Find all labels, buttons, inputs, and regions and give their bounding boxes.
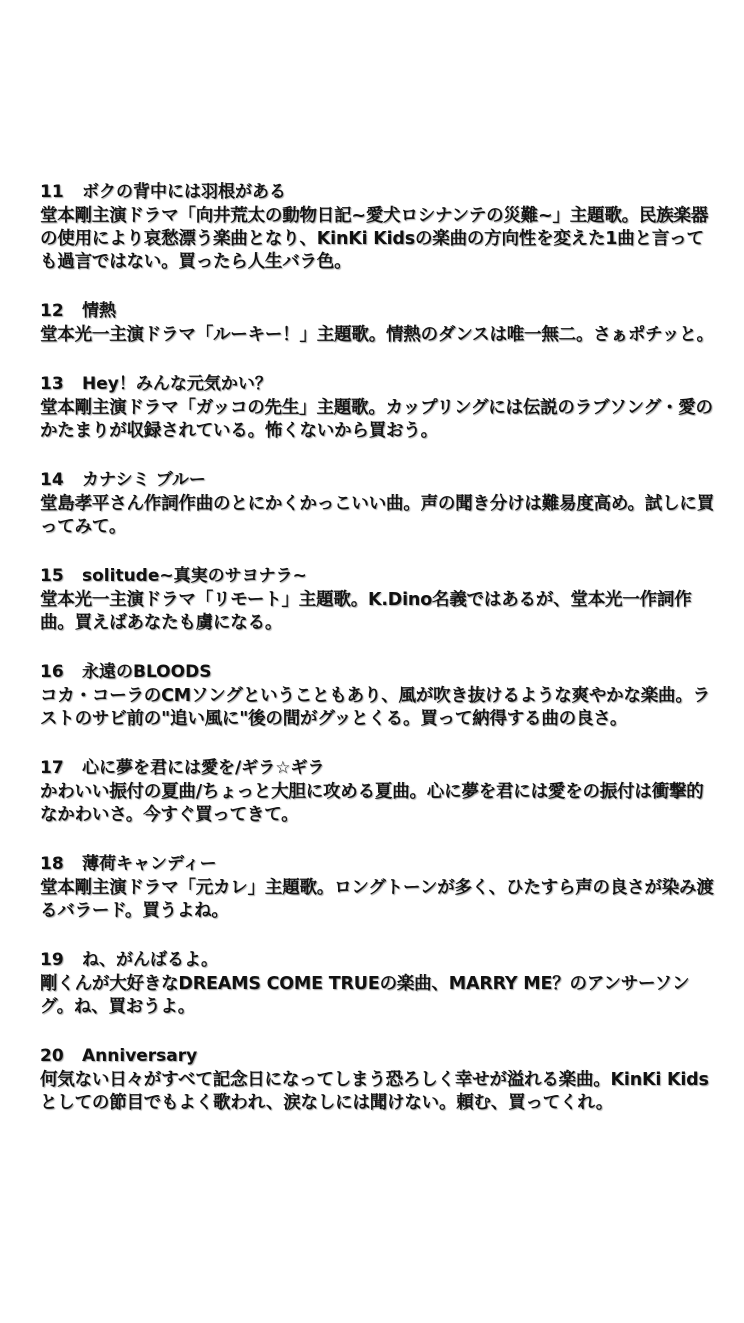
song-title: Anniversary <box>82 1046 198 1066</box>
song-title: 永遠のBLOODS <box>82 662 212 682</box>
song-entry-14 <box>40 468 714 539</box>
song-number: 19 <box>40 950 64 970</box>
song-title: solitude~真実のサヨナラ~ <box>82 566 307 586</box>
song-number: 20 <box>40 1046 64 1066</box>
song-title-row <box>40 756 714 781</box>
song-number: 12 <box>40 301 64 321</box>
song-title: Hey！みんな元気かい？ <box>82 374 272 394</box>
song-title: ボクの背中には羽根がある <box>82 182 286 202</box>
song-description: 堂本剛主演ドラマ「向井荒太の動物日記~愛犬ロシナンテの災難~」主題歌。民族楽器の使用により哀愁漂う楽曲となり、KinKi Kidsの楽曲の方向性を変えた1曲と言っても過言ではない。買ったら人生バラ色。 <box>40 206 709 272</box>
song-title-row <box>40 299 714 324</box>
song-number: 16 <box>40 662 64 682</box>
song-number: 18 <box>40 854 64 874</box>
song-entry-19 <box>40 948 714 1019</box>
song-entry-16 <box>40 660 714 731</box>
song-description: コカ・コーラのCMソングということもあり、風が吹き抜けるような爽やかな楽曲。ラストのサビ前の"追い風に"後の間がグッとくる。買って納得する曲の良さ。 <box>40 686 710 729</box>
song-title: カナシミ ブルー <box>82 470 206 490</box>
song-title: 情熱 <box>82 301 116 321</box>
song-description: 堂本剛主演ドラマ「元カレ」主題歌。ロングトーンが多く、ひたすら声の良さが染み渡るバラード。買うよね。 <box>40 878 714 921</box>
song-title-row <box>40 660 714 685</box>
song-entry-12 <box>40 299 714 347</box>
song-title-row <box>40 852 714 877</box>
song-title: 薄荷キャンディー <box>82 854 217 874</box>
song-entry-18 <box>40 852 714 923</box>
song-number: 11 <box>40 182 64 202</box>
song-entry-11 <box>40 180 714 274</box>
song-description: 堂本剛主演ドラマ「ガッコの先生」主題歌。カップリングには伝説のラブソング・愛のかたまりが収録されている。怖くないから買おう。 <box>40 398 713 441</box>
song-entry-13 <box>40 372 714 443</box>
song-title-row <box>40 468 714 493</box>
song-description: 堂本光一主演ドラマ「リモート」主題歌。K.Dino名義ではあるが、堂本光一作詞作曲。買えばあなたも虜になる。 <box>40 590 692 633</box>
song-title: ね、がんばるよ。 <box>82 950 218 970</box>
song-number: 13 <box>40 374 64 394</box>
song-description: 堂本光一主演ドラマ「ルーキー！」主題歌。情熱のダンスは唯一無二。さぁポチッと。 <box>40 325 714 345</box>
song-title-row <box>40 180 714 205</box>
song-number: 14 <box>40 470 64 490</box>
song-title-row <box>40 564 714 589</box>
song-entry-20 <box>40 1044 714 1115</box>
song-title-row <box>40 948 714 973</box>
song-title-row <box>40 1044 714 1069</box>
song-title-row <box>40 372 714 397</box>
song-number: 17 <box>40 758 64 778</box>
song-number: 15 <box>40 566 64 586</box>
song-entry-17 <box>40 756 714 827</box>
song-description: かわいい振付の夏曲/ちょっと大胆に攻める夏曲。心に夢を君には愛をの振付は衝撃的なかわいさ。今すぐ買ってきて。 <box>40 782 704 825</box>
song-entry-15 <box>40 564 714 635</box>
song-title: 心に夢を君には愛を/ギラ☆ギラ <box>82 758 325 778</box>
song-description: 何気ない日々がすべて記念日になってしまう恐ろしく幸せが溢れる楽曲。KinKi Kidsとしての節目でもよく歌われ、涙なしには聞けない。頼む、買ってくれ。 <box>40 1070 709 1113</box>
song-description: 剛くんが大好きなDREAMS COME TRUEの楽曲、MARRY ME？のアンサーソング。ね、買おうよ。 <box>40 974 690 1017</box>
song-description: 堂島孝平さん作詞作曲のとにかくかっこいい曲。声の聞き分けは難易度高め。試しに買ってみて。 <box>40 494 714 537</box>
